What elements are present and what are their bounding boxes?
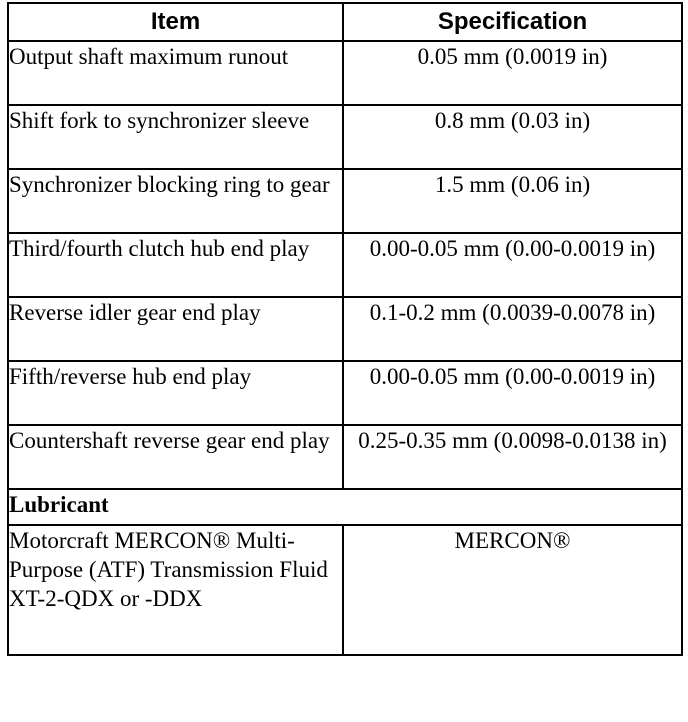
- table-row: [8, 41, 682, 105]
- specification-cell: 0.25-0.35 mm (0.0098-0.0138 in): [343, 425, 682, 489]
- specification-cell: 0.05 mm (0.0019 in): [343, 41, 682, 105]
- item-cell: Shift fork to synchronizer sleeve: [8, 105, 343, 169]
- table-row: [8, 233, 682, 297]
- specification-cell: MERCON®: [343, 525, 682, 655]
- specification-table: [7, 2, 683, 656]
- specification-cell: 0.1-0.2 mm (0.0039-0.0078 in): [343, 297, 682, 361]
- header-row: [8, 3, 682, 41]
- item-cell: Fifth/reverse hub end play: [8, 361, 343, 425]
- table-row: [8, 525, 682, 655]
- specification-column-header: Specification: [343, 3, 682, 41]
- item-cell: Motorcraft MERCON® Multi-Purpose (ATF) Transmission Fluid XT-2-QDX or -DDX: [8, 525, 343, 655]
- specification-cell: 0.00-0.05 mm (0.00-0.0019 in): [343, 361, 682, 425]
- specification-cell: 1.5 mm (0.06 in): [343, 169, 682, 233]
- table-row: [8, 425, 682, 489]
- item-cell: Reverse idler gear end play: [8, 297, 343, 361]
- table-row: [8, 105, 682, 169]
- table-row: [8, 361, 682, 425]
- item-cell: Output shaft maximum runout: [8, 41, 343, 105]
- section-row: [8, 489, 682, 525]
- item-cell: Synchronizer blocking ring to gear: [8, 169, 343, 233]
- specification-cell: 0.8 mm (0.03 in): [343, 105, 682, 169]
- item-cell: Countershaft reverse gear end play: [8, 425, 343, 489]
- section-heading-lubricant: Lubricant: [8, 489, 682, 525]
- item-column-header: Item: [8, 3, 343, 41]
- specification-cell: 0.00-0.05 mm (0.00-0.0019 in): [343, 233, 682, 297]
- table-row: [8, 297, 682, 361]
- table-row: [8, 169, 682, 233]
- item-cell: Third/fourth clutch hub end play: [8, 233, 343, 297]
